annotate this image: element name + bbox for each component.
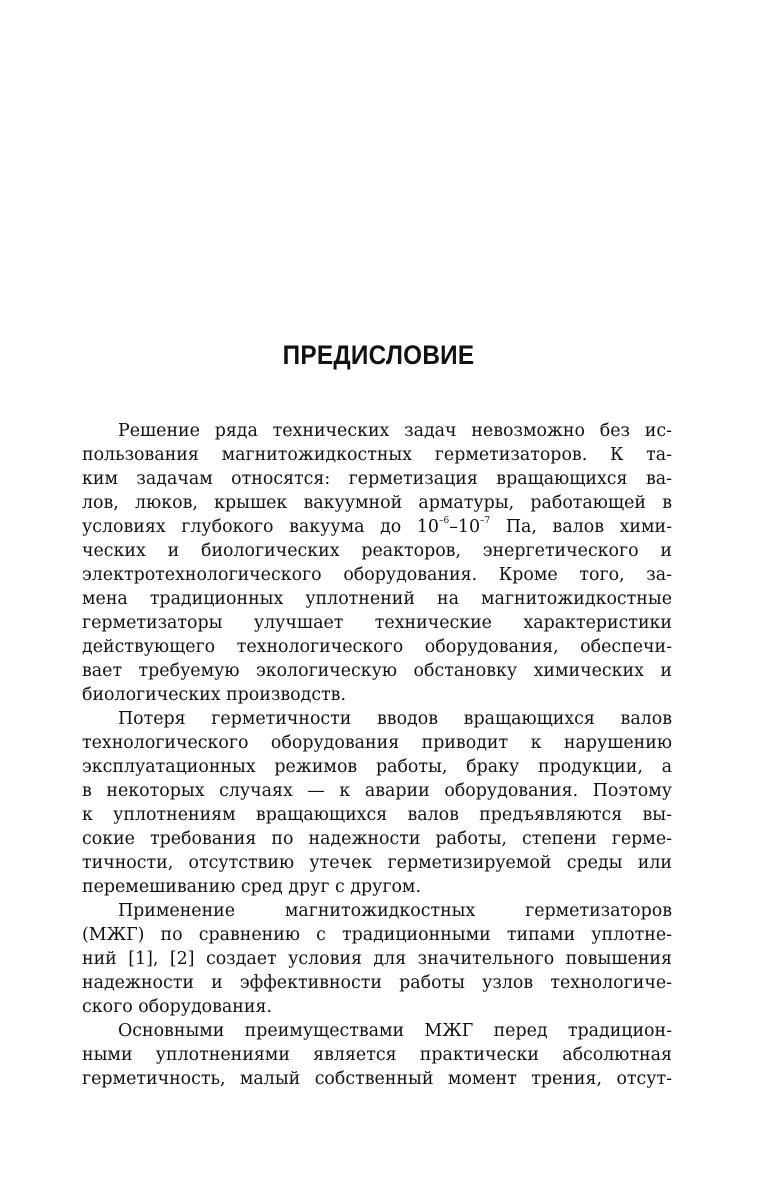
text-line: в некоторых случаях — к аварии оборудования. Поэтому [82,781,672,801]
text-line-with-exponents [82,515,672,539]
text-line: герметизаторы улучшает технические характеристики [82,613,672,633]
text-line: действующего технологического оборудования, обеспечи- [82,637,672,657]
text-line: перемешиванию сред друг с другом. [82,877,421,897]
text-line: электротехнологического оборудования. Кроме того, за- [82,565,672,585]
text-line: эксплуатационных режимов работы, браку продукции, а [82,757,672,777]
text-line: надежности и эффективности работы узлов технологиче- [82,973,672,993]
page-title: ПРЕДИСЛОВИЕ [282,340,475,370]
text-line: мена традиционных уплотнений на магнитожидкостные [82,589,672,609]
text-line: Потеря герметичности вводов вращающихся валов [118,709,672,729]
text-line: ким задачам относятся: герметизация вращающихся ва- [82,469,672,489]
text-line: к уплотнениям вращающихся валов предъявляются вы- [82,805,672,825]
text-line: Основными преимуществами МЖГ перед традицион- [118,1021,672,1041]
text-line: лов, люков, крышек вакуумной арматуры, работающей в [82,493,672,513]
text-line: ского оборудования. [82,997,272,1017]
text-line: ний [1], [2] создает условия для значительного повышения [82,949,672,969]
text-line: вает требуемую экологическую обстановку химических и [82,661,672,681]
text-line: пользования магнитожидкостных герметизаторов. К та- [82,445,672,465]
text-line: сокие требования по надежности работы, степени герме- [82,829,672,849]
line-fragment: Па, валов хими- [490,517,672,537]
text-line: тичности, отсутствию утечек герметизируемой среды или [82,853,672,873]
text-line: Решение ряда технических задач невозможно без ис- [118,421,672,441]
exponent: –6 [438,516,450,526]
line-fragment: условиях глубокого вакуума до 10 [82,517,439,537]
line-fragment: –10 [449,517,481,537]
text-line: герметичность, малый собственный момент трения, отсут- [82,1069,672,1089]
body-text [82,419,672,1091]
text-line: технологического оборудования приводит к нарушению [82,733,672,753]
text-line: биологических производств. [82,685,346,705]
text-line: Применение магнитожидкостных герметизаторов [118,901,672,921]
text-line: (МЖГ) по сравнению с традиционными типами уплотне- [82,925,672,945]
text-line: ными уплотнениями является практически абсолютная [82,1045,672,1065]
exponent: –7 [480,516,491,526]
text-line: ческих и биологических реакторов, энергетического и [82,541,672,561]
